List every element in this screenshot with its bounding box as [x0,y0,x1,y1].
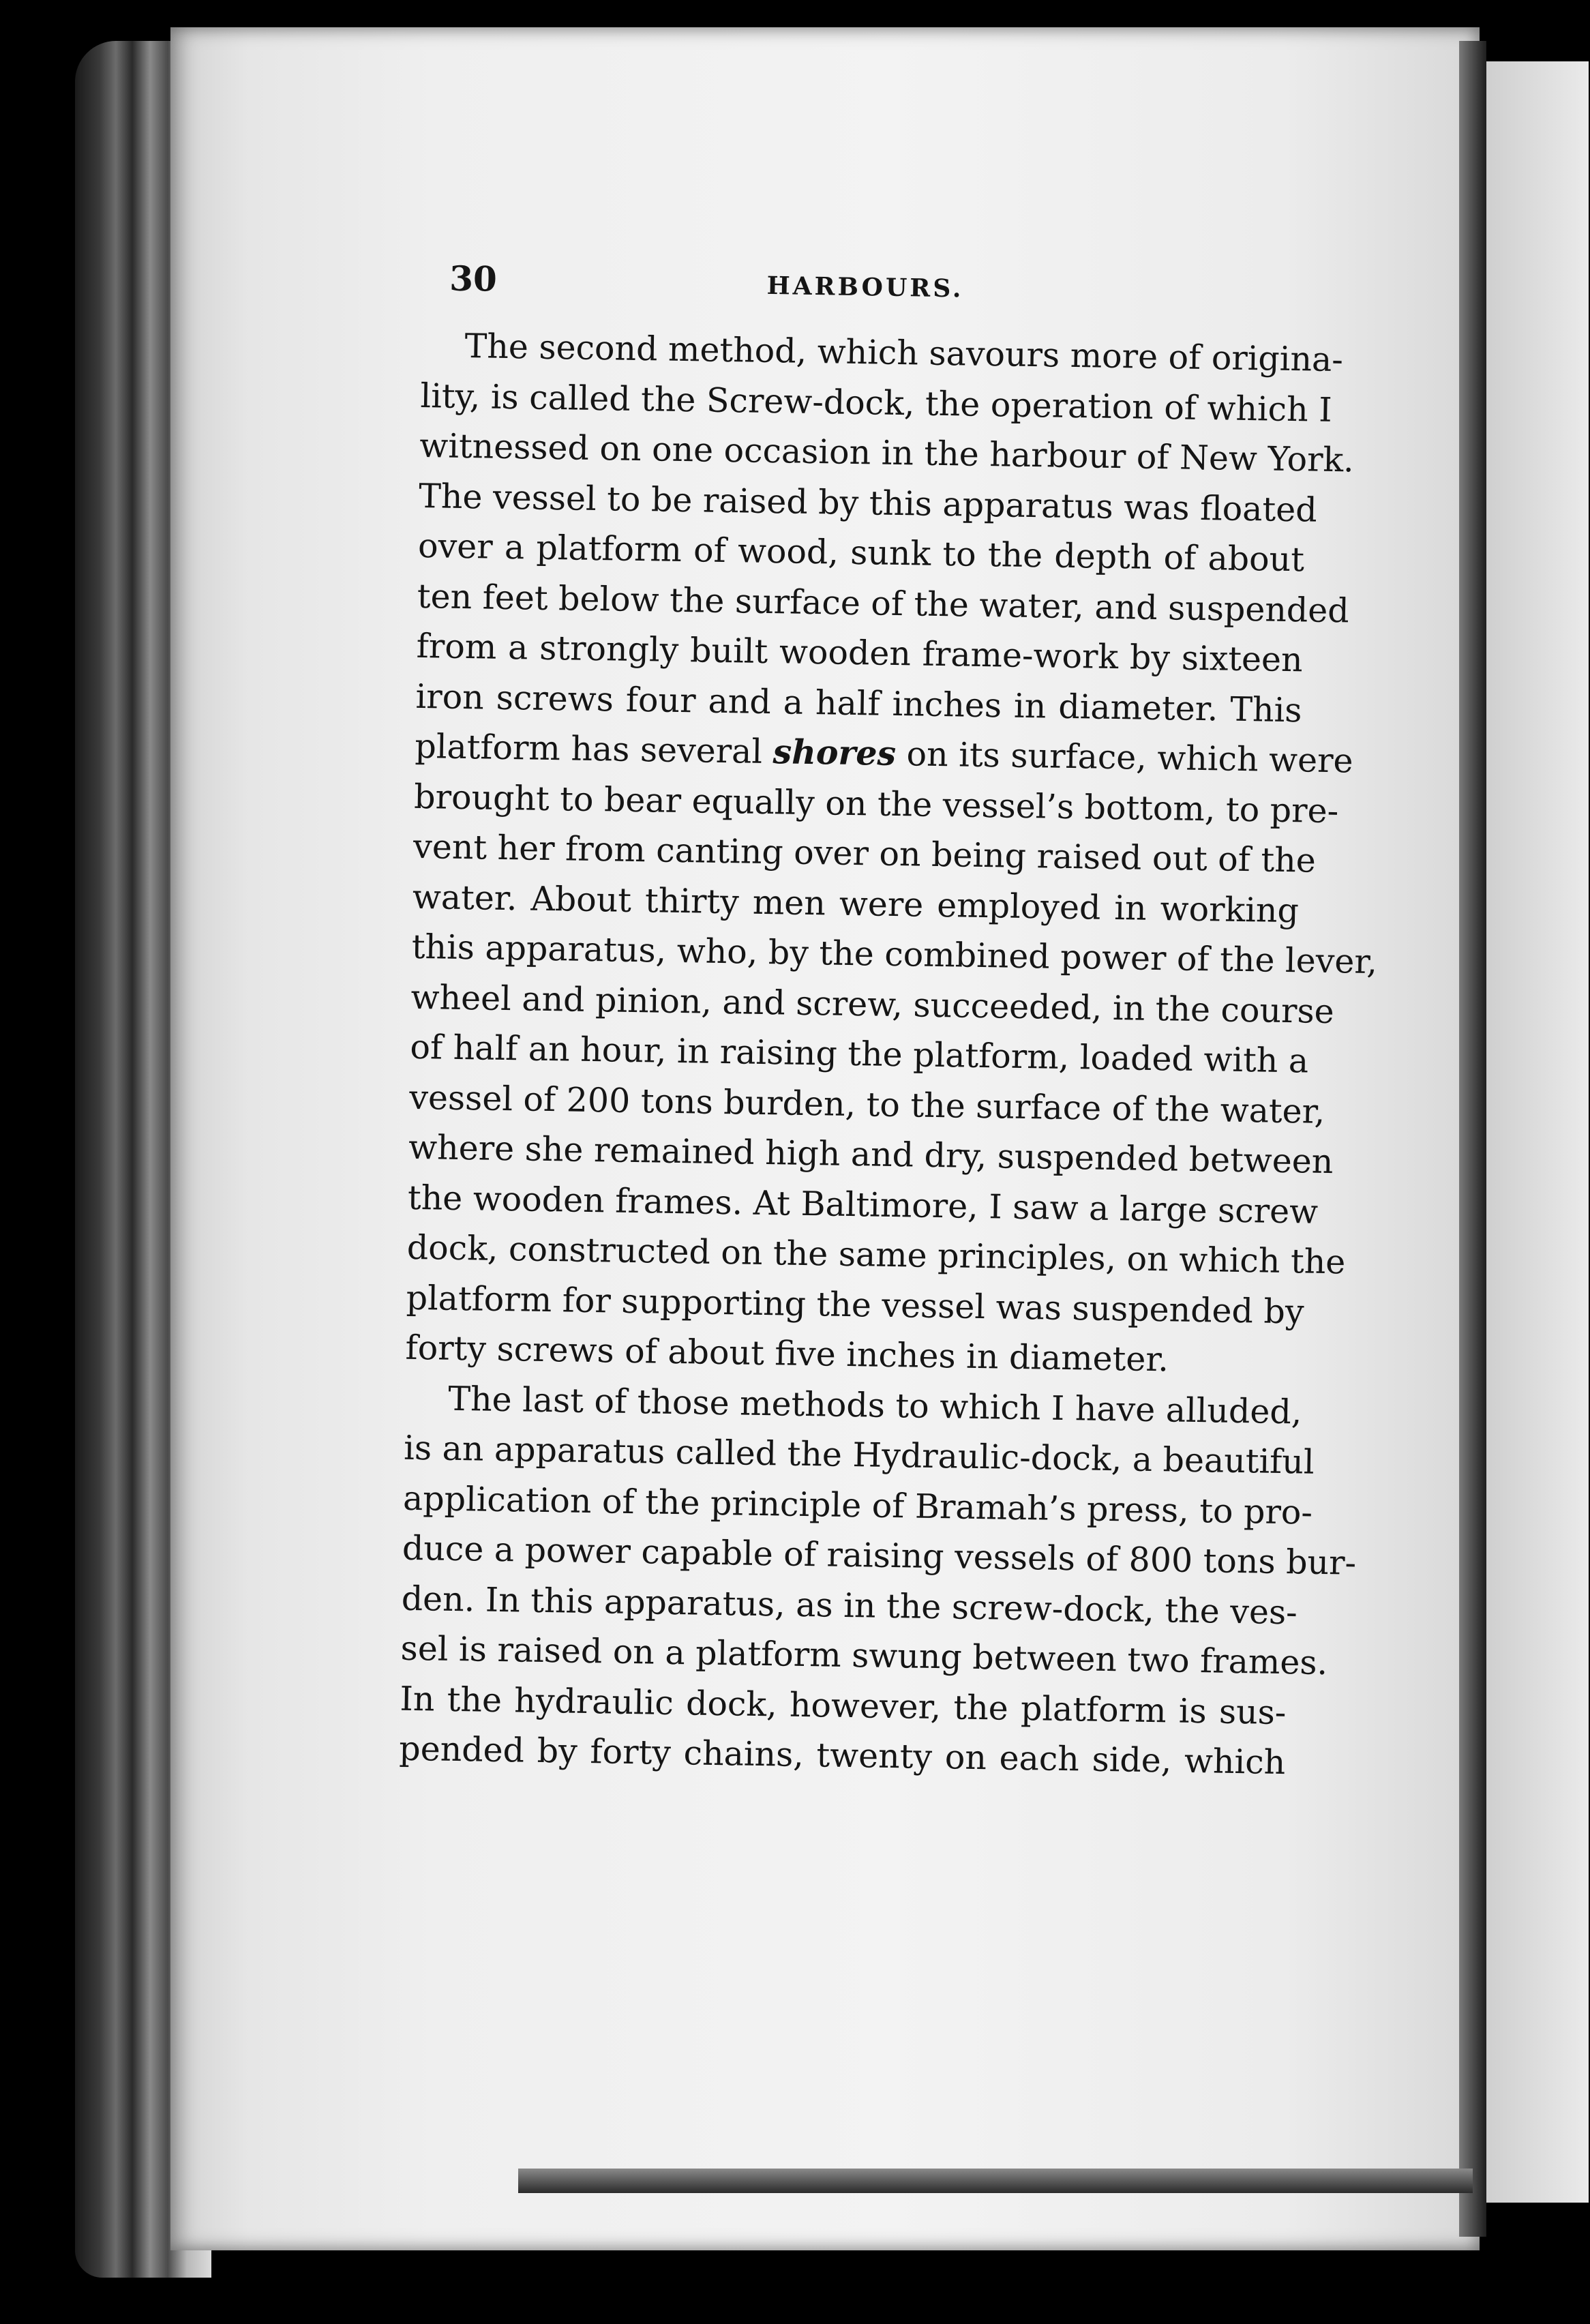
text-line: from a strongly built wooden frame-work by sixteen [416,626,1304,680]
text-line: In the hydraulic dock, however, the platform is sus- [400,1679,1287,1732]
running-head [421,245,1309,334]
paragraph-2 [398,1373,1357,1787]
text-run: platform has several [415,726,774,772]
page-bottom-edge [518,2169,1473,2193]
text-line: The second method, which savours more of origina- [464,326,1344,380]
text-line: dock, constructed on the same principles, on which the [406,1227,1346,1282]
text-line: application of the principle of Bramah’s press, to pro- [402,1478,1313,1532]
text-line: over a platform of wood, sunk to the depth of about [417,526,1305,580]
text-line: sel is raised on a platform swung between two frames. [400,1628,1328,1683]
text-line: wheel and pinion, and screw, succeeded, in the course [410,977,1335,1031]
text-line: vent her from canting over on being raised out of the [412,826,1317,880]
facing-page-edge [1486,61,1589,2203]
text-line: The last of those methods to which I have alluded, [447,1379,1302,1431]
text-line: ten feet below the surface of the water, and suspended [417,576,1350,630]
text-line: witnessed on one occasion in the harbour of New York. [419,426,1355,480]
text-line: duce a power capable of raising vessels of 800 tons bur- [402,1528,1357,1583]
text-line: forty screws of about five inches in diameter. [405,1328,1169,1380]
text-run: on its surface, which were [895,734,1353,781]
text-line: this apparatus, who, by the combined power of the lever, [411,927,1378,982]
text-line: iron screws four and a half inches in diameter. This [415,676,1302,730]
paragraph-1 [405,321,1378,1387]
text-line: water. About thirty men were employed in working [412,877,1300,930]
text-line: is an apparatus called the Hydraulic-dock, a beautiful [403,1428,1315,1482]
text-line: of half an hour, in raising the platform, loaded with a [410,1027,1309,1081]
page-number: 30 [449,258,498,299]
book-gutter [1459,41,1486,2237]
text-line: where she remained high and dry, suspended between [408,1127,1334,1182]
text-line: lity, is called the Screw-dock, the operation of which I [420,376,1333,430]
text-line: The vessel to be raised by this apparatus was floated [418,476,1318,530]
text-line: platform for supporting the vessel was suspended by [406,1278,1305,1331]
text-line: vessel of 200 tons burden, to the surface of the water, [408,1077,1325,1131]
text-line: brought to bear equally on the vessel’s bottom, to pre- [413,777,1339,831]
text-line: den. In this apparatus, as in the screw-dock, the ves- [401,1579,1298,1632]
text-block [395,245,1378,1978]
text-line: the wooden frames. At Baltimore, I saw a large screw [407,1178,1319,1232]
italic-word: shores [772,732,897,773]
page-header: HARBOURS. [766,271,964,303]
text-line: pended by forty chains, twenty on each side, which [398,1729,1286,1783]
